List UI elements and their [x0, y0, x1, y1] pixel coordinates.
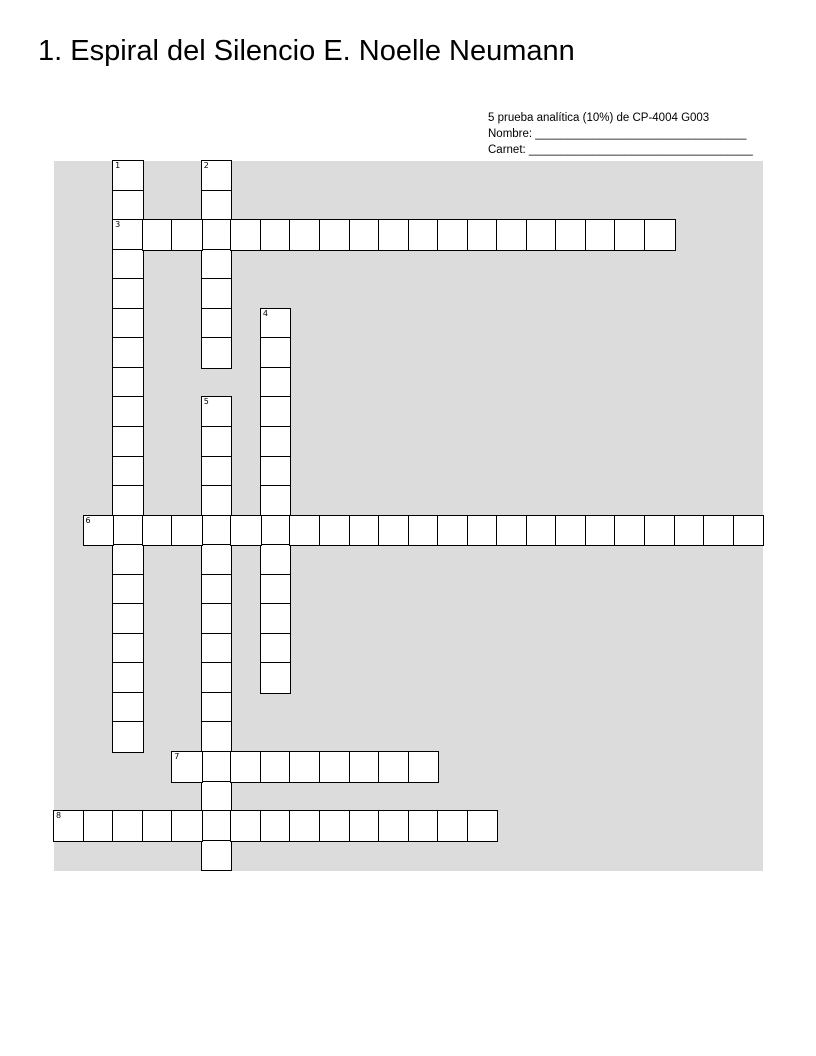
course-line: 5 prueba analítica (10%) de CP-4004 G003 — [488, 112, 710, 124]
clue-number: 8 — [56, 811, 62, 821]
crossword-cell[interactable] — [113, 338, 143, 368]
crossword-cell[interactable] — [231, 752, 261, 782]
crossword-cell[interactable] — [113, 427, 143, 457]
crossword-cell[interactable] — [438, 811, 468, 841]
crossword-cell[interactable] — [231, 811, 261, 841]
crossword-cell[interactable] — [202, 279, 232, 309]
crossword-cell[interactable] — [527, 516, 557, 546]
crossword-cell[interactable] — [261, 220, 291, 250]
crossword-cell[interactable] — [113, 575, 143, 605]
clue-number: 6 — [85, 515, 91, 525]
crossword-cell[interactable] — [202, 634, 232, 664]
crossword-cell[interactable] — [113, 693, 143, 723]
crossword-cell[interactable] — [379, 220, 409, 250]
clue-number: 2 — [203, 161, 209, 170]
crossword-cell[interactable] — [409, 516, 439, 546]
crossword-cell[interactable] — [143, 516, 173, 546]
crossword-cell[interactable] — [113, 604, 143, 634]
crossword-cell[interactable] — [350, 752, 380, 782]
clue-number: 3 — [115, 220, 121, 230]
crossword-cell[interactable] — [113, 397, 143, 427]
crossword-cell[interactable] — [320, 516, 350, 546]
crossword-cell[interactable] — [379, 516, 409, 546]
crossword-cell[interactable] — [290, 752, 320, 782]
crossword-cell[interactable] — [645, 516, 675, 546]
crossword-cell[interactable] — [113, 220, 143, 250]
crossword-cell[interactable] — [379, 752, 409, 782]
crossword-cell[interactable] — [497, 220, 527, 250]
crossword-cell[interactable] — [231, 516, 261, 546]
crossword-cell[interactable] — [202, 663, 232, 693]
crossword-cell[interactable] — [527, 220, 557, 250]
crossword-cell[interactable] — [645, 220, 675, 250]
crossword-cell[interactable] — [261, 604, 291, 634]
crossword-cell[interactable] — [350, 811, 380, 841]
crossword-cell[interactable] — [143, 220, 173, 250]
crossword-cell[interactable] — [320, 752, 350, 782]
crossword-cell[interactable] — [320, 220, 350, 250]
crossword-cell[interactable] — [202, 309, 232, 339]
crossword-cell[interactable] — [615, 516, 645, 546]
crossword-cell[interactable] — [113, 663, 143, 693]
crossword-cell[interactable] — [202, 841, 232, 871]
crossword-cell[interactable] — [113, 634, 143, 664]
crossword-cell[interactable] — [202, 782, 232, 812]
clue-number: 4 — [262, 308, 268, 318]
crossword-cell[interactable] — [586, 516, 616, 546]
crossword-cell[interactable] — [202, 486, 232, 516]
crossword-cell[interactable] — [113, 161, 143, 191]
name-field-line[interactable]: Nombre: _________________________________ — [488, 128, 747, 140]
crossword-cell[interactable] — [261, 811, 291, 841]
crossword-cell[interactable] — [350, 516, 380, 546]
crossword-cell[interactable] — [113, 279, 143, 309]
crossword-cell[interactable] — [261, 338, 291, 368]
crossword-cell[interactable] — [113, 516, 143, 546]
clue-number: 7 — [174, 752, 180, 761]
crossword-cell[interactable] — [84, 516, 114, 546]
crossword-cell[interactable] — [202, 575, 232, 605]
crossword-cell[interactable] — [113, 722, 143, 752]
crossword-cell[interactable] — [54, 811, 84, 841]
crossword-cell[interactable] — [202, 752, 232, 782]
clue-number: 1 — [115, 161, 121, 170]
crossword-cell[interactable] — [556, 220, 586, 250]
crossword-cell[interactable] — [379, 811, 409, 841]
crossword-cell[interactable] — [113, 545, 143, 575]
crossword-cell[interactable] — [438, 220, 468, 250]
crossword-cell[interactable] — [615, 220, 645, 250]
carnet-field-line[interactable]: Carnet: ___________________________________ — [488, 144, 753, 156]
crossword-cell[interactable] — [261, 634, 291, 664]
crossword-cell[interactable] — [113, 191, 143, 221]
crossword-cell[interactable] — [113, 486, 143, 516]
crossword-cell[interactable] — [202, 427, 232, 457]
crossword-cell[interactable] — [468, 220, 498, 250]
crossword-cell[interactable] — [409, 811, 439, 841]
crossword-cell[interactable] — [409, 752, 439, 782]
crossword-cell[interactable] — [113, 811, 143, 841]
crossword-cell[interactable] — [261, 486, 291, 516]
crossword-cell[interactable] — [586, 220, 616, 250]
crossword-cell[interactable] — [143, 811, 173, 841]
crossword-cell[interactable] — [202, 191, 232, 221]
crossword-cell[interactable] — [290, 811, 320, 841]
crossword-cell[interactable] — [202, 693, 232, 723]
crossword-cell[interactable] — [172, 752, 202, 782]
crossword-cell[interactable] — [202, 457, 232, 487]
crossword-cell[interactable] — [350, 220, 380, 250]
crossword-cell[interactable] — [261, 575, 291, 605]
crossword-cell[interactable] — [675, 516, 705, 546]
crossword-cell[interactable] — [556, 516, 586, 546]
clue-number: 5 — [203, 397, 209, 407]
page-title: 1. Espiral del Silencio E. Noelle Neumann — [38, 35, 575, 67]
crossword-cell[interactable] — [704, 516, 734, 546]
crossword-cell[interactable] — [84, 811, 114, 841]
crossword-cell[interactable] — [113, 309, 143, 339]
crossword-cell[interactable] — [734, 516, 764, 546]
crossword-cell[interactable] — [172, 220, 202, 250]
crossword-cell[interactable] — [497, 516, 527, 546]
crossword-cell[interactable] — [202, 161, 232, 191]
crossword-cell[interactable] — [202, 516, 232, 546]
crossword-cell[interactable] — [231, 220, 261, 250]
crossword-cell[interactable] — [438, 516, 468, 546]
crossword-cell[interactable] — [202, 545, 232, 575]
crossword-cell[interactable] — [290, 220, 320, 250]
crossword-cell[interactable] — [468, 811, 498, 841]
crossword-cell[interactable] — [113, 250, 143, 280]
crossword-cell[interactable] — [261, 368, 291, 398]
crossword-cell[interactable] — [202, 722, 232, 752]
crossword-cell[interactable] — [172, 516, 202, 546]
crossword-cell[interactable] — [261, 309, 291, 339]
crossword-cell[interactable] — [261, 397, 291, 427]
crossword-cell[interactable] — [202, 250, 232, 280]
crossword-cell[interactable] — [113, 457, 143, 487]
crossword-cell[interactable] — [261, 516, 291, 546]
crossword-cell[interactable] — [261, 427, 291, 457]
crossword-cell[interactable] — [290, 516, 320, 546]
crossword-cell[interactable] — [261, 663, 291, 693]
crossword-cell[interactable] — [202, 604, 232, 634]
crossword-cell[interactable] — [261, 457, 291, 487]
crossword-cell[interactable] — [261, 752, 291, 782]
crossword-cell[interactable] — [409, 220, 439, 250]
crossword-cell[interactable] — [172, 811, 202, 841]
crossword-cell[interactable] — [468, 516, 498, 546]
crossword-cell[interactable] — [202, 220, 232, 250]
crossword-cell[interactable] — [202, 811, 232, 841]
crossword-cell[interactable] — [202, 397, 232, 427]
crossword-cell[interactable] — [261, 545, 291, 575]
crossword-cell[interactable] — [113, 368, 143, 398]
crossword-cell[interactable] — [320, 811, 350, 841]
crossword-cell[interactable] — [202, 338, 232, 368]
